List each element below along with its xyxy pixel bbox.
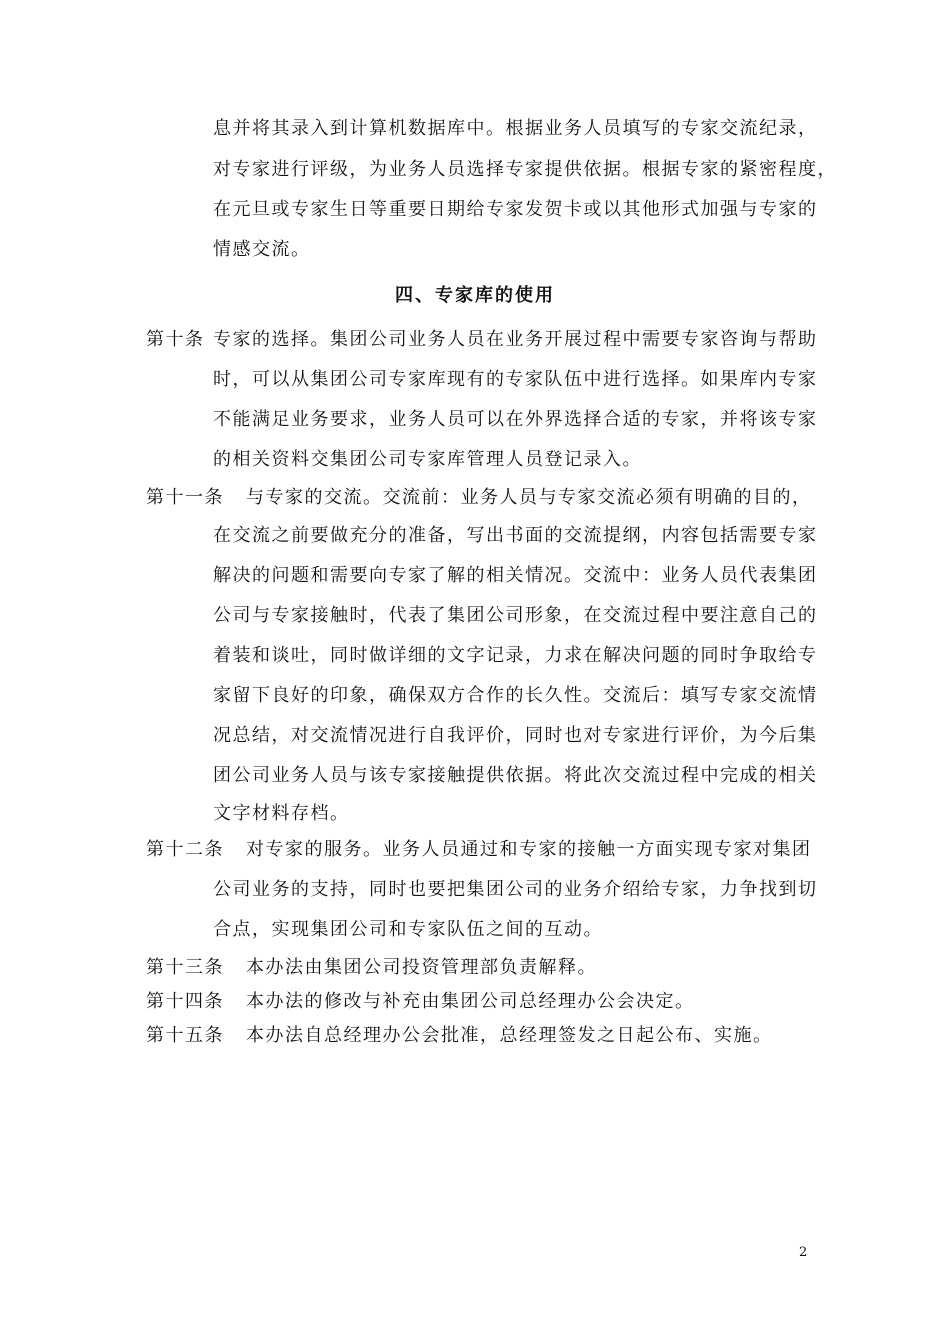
article-line: 况总结，对交流情况进行自我评价，同时也对专家进行评价，为今后集: [213, 725, 818, 746]
page-number: 2: [799, 1245, 808, 1260]
article-line: 的相关资料交集团公司专家库管理人员登记录入。: [213, 449, 642, 470]
article-line: 本办法的修改与补充由集团公司总经理办公会决定。: [246, 991, 695, 1012]
body-line: 情感交流。: [213, 239, 311, 260]
article-line: 本办法自总经理办公会批准，总经理签发之日起公布、实施。: [246, 1025, 773, 1046]
article-line: 家留下良好的印象，确保双方合作的长久性。交流后：填写专家交流情: [213, 685, 818, 706]
article-label: 第十三条: [146, 957, 224, 978]
article-line: 对专家的服务。业务人员通过和专家的接触一方面实现专家对集团: [246, 839, 812, 860]
article-line: 团公司业务人员与该专家接触提供依据。将此次交流过程中完成的相关: [213, 765, 818, 786]
article-label: 第十二条: [146, 839, 224, 860]
section-heading: 四、专家库的使用: [395, 285, 555, 306]
article-line: 文字材料存档。: [213, 803, 350, 824]
article-line: 专家的选择。集团公司业务人员在业务开展过程中需要专家咨询与帮助: [213, 329, 818, 350]
body-line: 在元旦或专家生日等重要日期给专家发贺卡或以其他形式加强与专家的: [213, 199, 818, 220]
article-line: 时，可以从集团公司专家库现有的专家队伍中进行选择。如果库内专家: [213, 369, 818, 390]
article-line: 与专家的交流。交流前：业务人员与专家交流必须有明确的目的，: [246, 487, 812, 508]
article-label: 第十条: [146, 329, 205, 350]
article-label: 第十一条: [146, 487, 224, 508]
article-line: 合点，实现集团公司和专家队伍之间的互动。: [213, 919, 603, 940]
article-line: 公司与专家接触时，代表了集团公司形象，在交流过程中要注意自己的: [213, 605, 818, 626]
article-line: 解决的问题和需要向专家了解的相关情况。交流中：业务人员代表集团: [213, 565, 818, 586]
article-label: 第十四条: [146, 991, 224, 1012]
body-line: 息并将其录入到计算机数据库中。根据业务人员填写的专家交流纪录，: [213, 118, 818, 139]
article-line: 着装和谈吐，同时做详细的文字记录，力求在解决问题的同时争取给专: [213, 645, 818, 666]
article-line: 本办法由集团公司投资管理部负责解释。: [246, 957, 597, 978]
body-line: 对专家进行评级，为业务人员选择专家提供依据。根据专家的紧密程度，: [213, 159, 837, 180]
article-line: 公司业务的支持，同时也要把集团公司的业务介绍给专家，力争找到切: [213, 879, 818, 900]
article-line: 在交流之前要做充分的准备，写出书面的交流提纲，内容包括需要专家: [213, 525, 818, 546]
article-line: 不能满足业务要求，业务人员可以在外界选择合适的专家，并将该专家: [213, 409, 818, 430]
article-label: 第十五条: [146, 1025, 224, 1046]
